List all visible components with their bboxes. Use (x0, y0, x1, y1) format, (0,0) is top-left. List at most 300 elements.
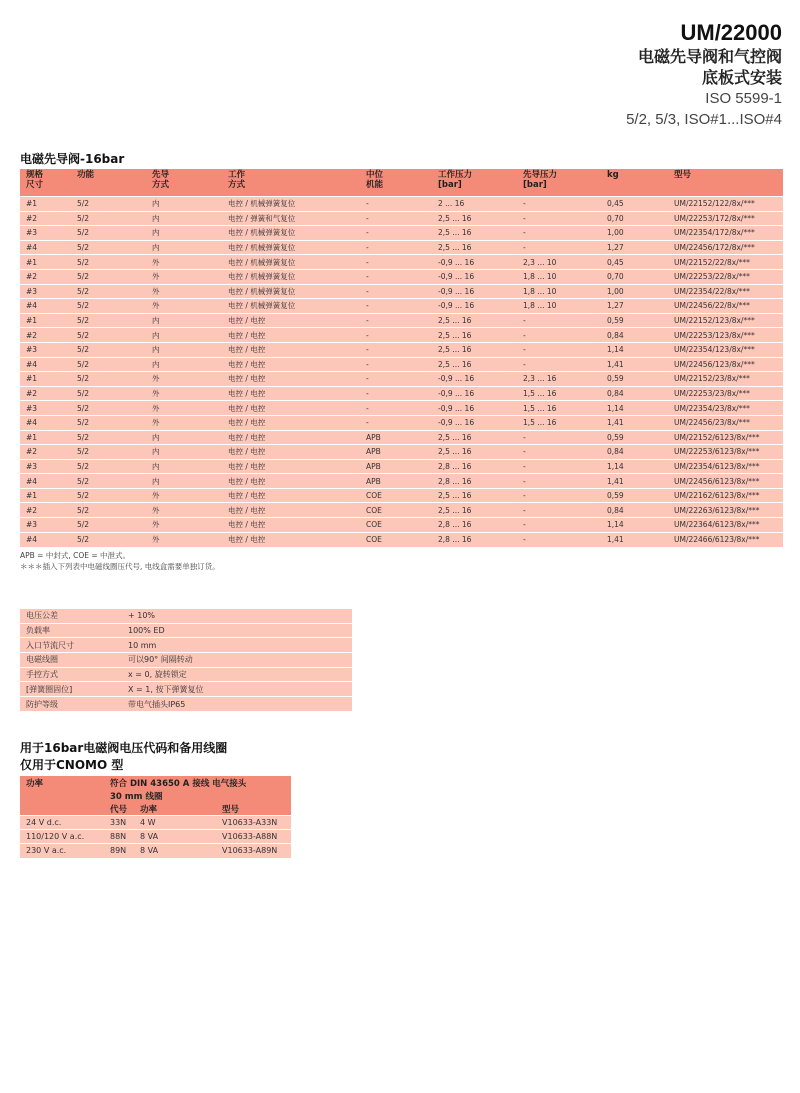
table-cell: - (360, 328, 432, 343)
table-cell: 0,45 (601, 255, 668, 270)
spec-label: 入口节流尺寸 (20, 638, 122, 653)
table-cell: -0,9 ... 16 (432, 401, 517, 416)
table-cell: 外 (146, 488, 222, 503)
valve-table-header-cell (668, 169, 783, 197)
table-cell: - (360, 269, 432, 284)
table-cell: 0,59 (601, 313, 668, 328)
table-cell: 2,8 ... 16 (432, 474, 517, 489)
table-cell: - (517, 488, 601, 503)
table-cell: 5/2 (71, 474, 146, 489)
table-cell: - (517, 313, 601, 328)
page-header (626, 20, 782, 130)
table-cell: 内 (146, 211, 222, 226)
table-cell: 2,5 ... 16 (432, 503, 517, 518)
table-row (20, 532, 783, 547)
table-cell: 2,5 ... 16 (432, 313, 517, 328)
spec-value: 10 mm (122, 638, 352, 653)
table-cell: 5/2 (71, 313, 146, 328)
table-cell: - (360, 226, 432, 241)
table-row (20, 386, 783, 401)
table-cell: #1 (20, 430, 71, 445)
table-cell: #3 (20, 342, 71, 357)
table-cell: - (360, 299, 432, 314)
table-cell: 2 ... 16 (432, 197, 517, 212)
coil-header-row-2 (20, 789, 291, 802)
table-cell: 外 (146, 415, 222, 430)
table-cell: #2 (20, 386, 71, 401)
valve-table-header-cell (222, 169, 360, 197)
table-cell: 电控 / 机械弹簧复位 (222, 269, 360, 284)
table-cell: 5/2 (71, 342, 146, 357)
table-cell: 1,27 (601, 240, 668, 255)
table-cell: 2,5 ... 16 (432, 211, 517, 226)
table-cell: 电控 / 弹簧和气复位 (222, 211, 360, 226)
coil-header-din: 符合 DIN 43650 A 接线 电气接头 (110, 778, 247, 789)
table-cell: 外 (146, 532, 222, 547)
table-cell: 2,8 ... 16 (432, 459, 517, 474)
table-cell: -0,9 ... 16 (432, 284, 517, 299)
table-cell: COE (360, 532, 432, 547)
subtitle-2: 底板式安装 (701, 68, 782, 87)
spec-row (20, 667, 352, 682)
table-cell: APB (360, 474, 432, 489)
table-cell: 5/2 (71, 430, 146, 445)
model-title: UM/22000 (680, 20, 782, 45)
coil-cell: 24 V d.c. (20, 816, 104, 830)
main-section-title: 电磁先导阀-16bar (20, 152, 125, 166)
table-cell: 5/2 (71, 415, 146, 430)
header-line-1: 功能 (77, 170, 95, 180)
table-cell: - (517, 197, 601, 212)
spec-row (20, 609, 352, 624)
table-cell: - (360, 284, 432, 299)
table-cell: #1 (20, 313, 71, 328)
table-cell: - (517, 445, 601, 460)
table-row (20, 445, 783, 460)
table-cell: 外 (146, 503, 222, 518)
table-cell: UM/22253/6123/8x/*** (668, 445, 783, 460)
table-cell: 0,84 (601, 328, 668, 343)
table-cell: #3 (20, 226, 71, 241)
table-cell: 5/2 (71, 226, 146, 241)
table-cell: #4 (20, 532, 71, 547)
table-cell: #2 (20, 503, 71, 518)
table-row (20, 255, 783, 270)
table-cell: 电控 / 电控 (222, 313, 360, 328)
coil-header-row-3 (20, 802, 291, 816)
header-line-1: 规格 (26, 170, 44, 180)
table-row (20, 328, 783, 343)
table-cell: UM/22152/122/8x/*** (668, 197, 783, 212)
table-cell: 1,00 (601, 226, 668, 241)
table-cell: 外 (146, 518, 222, 533)
table-cell: UM/22253/123/8x/*** (668, 328, 783, 343)
table-row (20, 430, 783, 445)
table-cell: 1,5 ... 16 (517, 415, 601, 430)
table-cell: -0,9 ... 16 (432, 299, 517, 314)
table-cell: #4 (20, 474, 71, 489)
table-cell: - (360, 415, 432, 430)
valve-table-header-cell (71, 169, 146, 197)
table-cell: 外 (146, 299, 222, 314)
table-cell: - (360, 357, 432, 372)
table-cell: 1,14 (601, 342, 668, 357)
table-cell: 内 (146, 357, 222, 372)
table-cell: UM/22354/22/8x/*** (668, 284, 783, 299)
table-cell: 5/2 (71, 299, 146, 314)
table-cell: 5/2 (71, 211, 146, 226)
table-cell: #3 (20, 518, 71, 533)
table-row (20, 488, 783, 503)
table-cell: 2,5 ... 16 (432, 226, 517, 241)
valve-table-header-row (20, 169, 783, 197)
table-cell: COE (360, 488, 432, 503)
table-cell: 内 (146, 445, 222, 460)
table-cell: 0,84 (601, 386, 668, 401)
table-cell: - (517, 226, 601, 241)
coil-header-power: 功率 (26, 778, 44, 789)
table-cell: 1,8 ... 10 (517, 269, 601, 284)
coil-section-title-1: 用于16bar电磁阀电压代码和备用线圈 (20, 741, 228, 755)
table-cell: 0,59 (601, 488, 668, 503)
table-cell: 2,8 ... 16 (432, 518, 517, 533)
table-row (20, 459, 783, 474)
coil-cell: 4 W (134, 816, 216, 830)
table-cell: 5/2 (71, 445, 146, 460)
table-cell: UM/22354/172/8x/*** (668, 226, 783, 241)
table-cell: 5/2 (71, 240, 146, 255)
table-cell: - (517, 459, 601, 474)
table-cell: 电控 / 电控 (222, 342, 360, 357)
table-cell: 电控 / 机械弹簧复位 (222, 197, 360, 212)
table-cell: UM/22456/6123/8x/*** (668, 474, 783, 489)
coil-header-empty (20, 789, 104, 802)
table-cell: 2,8 ... 16 (432, 532, 517, 547)
table-cell: - (360, 313, 432, 328)
header-line-1: kg (607, 170, 619, 180)
table-cell: 5/2 (71, 532, 146, 547)
table-cell: UM/22466/6123/8x/*** (668, 532, 783, 547)
table-cell: 外 (146, 386, 222, 401)
table-cell: 2,5 ... 16 (432, 342, 517, 357)
table-cell: 电控 / 电控 (222, 386, 360, 401)
spec-row (20, 682, 352, 697)
table-cell: 1,14 (601, 459, 668, 474)
table-cell: - (360, 211, 432, 226)
table-cell: 电控 / 电控 (222, 503, 360, 518)
table-cell: 1,5 ... 16 (517, 386, 601, 401)
valve-table-header-cell (517, 169, 601, 197)
table-cell: 1,8 ... 10 (517, 284, 601, 299)
table-cell: 1,41 (601, 415, 668, 430)
coil-header-empty-2 (20, 802, 104, 816)
table-cell: 内 (146, 313, 222, 328)
table-row (20, 226, 783, 241)
table-row (20, 342, 783, 357)
table-cell: 1,41 (601, 532, 668, 547)
table-row (20, 284, 783, 299)
table-cell: #2 (20, 269, 71, 284)
table-cell: 电控 / 电控 (222, 328, 360, 343)
valve-table (20, 169, 783, 547)
table-cell: 1,5 ... 16 (517, 401, 601, 416)
table-cell: - (517, 532, 601, 547)
table-row (20, 211, 783, 226)
table-cell: 0,45 (601, 197, 668, 212)
table-cell: UM/22152/6123/8x/*** (668, 430, 783, 445)
table-row (20, 269, 783, 284)
table-cell: 内 (146, 474, 222, 489)
table-cell: 5/2 (71, 372, 146, 387)
spec-value: 可以90° 间隔转动 (122, 653, 352, 668)
table-cell: 5/2 (71, 488, 146, 503)
table-cell: #2 (20, 328, 71, 343)
table-cell: #1 (20, 197, 71, 212)
table-cell: -0,9 ... 16 (432, 269, 517, 284)
table-cell: 内 (146, 459, 222, 474)
table-cell: 2,5 ... 16 (432, 240, 517, 255)
note-line-1: APB = 中封式, COE = 中泄式。 (20, 551, 131, 560)
valve-table-header-cell (360, 169, 432, 197)
valve-table-header-cell (146, 169, 222, 197)
table-cell: 电控 / 电控 (222, 459, 360, 474)
table-cell: - (517, 240, 601, 255)
table-cell: 5/2 (71, 284, 146, 299)
table-row (20, 401, 783, 416)
table-cell: 5/2 (71, 459, 146, 474)
header-line-1: 工作 (228, 170, 246, 180)
table-cell: APB (360, 445, 432, 460)
table-cell: - (360, 386, 432, 401)
table-cell: - (517, 518, 601, 533)
table-cell: 2,3 ... 16 (517, 372, 601, 387)
table-cell: UM/22354/6123/8x/*** (668, 459, 783, 474)
coil-cell: V10633-A88N (216, 830, 291, 844)
table-cell: #4 (20, 415, 71, 430)
table-cell: 电控 / 电控 (222, 532, 360, 547)
table-cell: 5/2 (71, 255, 146, 270)
table-row (20, 372, 783, 387)
header-line-2: 方式 (152, 180, 170, 190)
table-cell: 0,84 (601, 445, 668, 460)
table-row (20, 415, 783, 430)
coil-cell: 110/120 V a.c. (20, 830, 104, 844)
header-line-1: 中位 (366, 170, 384, 180)
table-cell: 2,5 ... 16 (432, 445, 517, 460)
table-cell: 外 (146, 255, 222, 270)
table-row (20, 197, 783, 212)
table-cell: UM/22162/6123/8x/*** (668, 488, 783, 503)
coil-cell: 8 VA (134, 830, 216, 844)
table-row (20, 313, 783, 328)
table-cell: 电控 / 电控 (222, 474, 360, 489)
table-cell: 外 (146, 372, 222, 387)
table-cell: 2,3 ... 10 (517, 255, 601, 270)
table-cell: -0,9 ... 16 (432, 415, 517, 430)
table-cell: 外 (146, 401, 222, 416)
table-row (20, 240, 783, 255)
table-cell: #2 (20, 445, 71, 460)
table-row (20, 474, 783, 489)
table-cell: UM/22456/172/8x/*** (668, 240, 783, 255)
coil-header-power-2: 功率 (140, 804, 158, 815)
table-cell: - (517, 357, 601, 372)
table-row (20, 299, 783, 314)
table-row (20, 518, 783, 533)
table-cell: -0,9 ... 16 (432, 372, 517, 387)
table-cell: APB (360, 459, 432, 474)
table-cell: #3 (20, 284, 71, 299)
header-line-2: 方式 (228, 180, 246, 190)
table-cell: 5/2 (71, 401, 146, 416)
table-cell: 电控 / 机械弹簧复位 (222, 240, 360, 255)
spec-row (20, 638, 352, 653)
table-cell: 内 (146, 226, 222, 241)
coil-cell: 8 VA (134, 844, 216, 858)
table-cell: UM/22263/6123/8x/*** (668, 503, 783, 518)
table-cell: 5/2 (71, 328, 146, 343)
table-cell: UM/22152/23/8x/*** (668, 372, 783, 387)
spec-label: [弹簧圈固位] (20, 682, 122, 697)
table-cell: - (517, 474, 601, 489)
table-cell: 电控 / 机械弹簧复位 (222, 284, 360, 299)
coil-row (20, 816, 291, 830)
table-cell: - (517, 211, 601, 226)
header-line-2: [bar] (523, 180, 547, 190)
table-cell: UM/22253/23/8x/*** (668, 386, 783, 401)
table-cell: 电控 / 电控 (222, 488, 360, 503)
table-cell: - (517, 430, 601, 445)
table-row (20, 503, 783, 518)
note-line-2: ＊＊＊插入下列表中电磁线圈压代号, 电线盒需要单独订货。 (20, 562, 220, 571)
table-cell: #4 (20, 357, 71, 372)
coil-header-coil: 30 mm 线圈 (110, 791, 163, 802)
coil-cell: 230 V a.c. (20, 844, 104, 858)
spec-label: 电磁线圈 (20, 653, 122, 668)
table-cell: - (517, 342, 601, 357)
table-cell: - (360, 240, 432, 255)
table-cell: UM/22253/172/8x/*** (668, 211, 783, 226)
table-cell: 2,5 ... 16 (432, 328, 517, 343)
coil-cell: V10633-A89N (216, 844, 291, 858)
table-cell: #2 (20, 211, 71, 226)
table-cell: #3 (20, 401, 71, 416)
table-cell: 5/2 (71, 269, 146, 284)
table-cell: 电控 / 电控 (222, 518, 360, 533)
table-cell: - (517, 503, 601, 518)
table-cell: 电控 / 电控 (222, 445, 360, 460)
table-cell: 内 (146, 342, 222, 357)
table-cell: 0,70 (601, 211, 668, 226)
spec-row (20, 623, 352, 638)
table-cell: 0,59 (601, 372, 668, 387)
spec-value: 带电气插头IP65 (122, 697, 352, 712)
spec-table (20, 608, 352, 711)
table-row (20, 357, 783, 372)
coil-cell: 89N (104, 844, 134, 858)
spec-label: 手控方式 (20, 667, 122, 682)
header-line-1: 先导 (152, 170, 170, 180)
table-cell: 1,27 (601, 299, 668, 314)
coil-section-title-2: 仅用于CNOMO 型 (20, 758, 124, 772)
table-cell: 1,41 (601, 474, 668, 489)
sizes-label: 5/2, 5/3, ISO#1...ISO#4 (626, 111, 782, 128)
table-cell: -0,9 ... 16 (432, 386, 517, 401)
table-cell: 0,84 (601, 503, 668, 518)
coil-row (20, 830, 291, 844)
table-cell: 5/2 (71, 503, 146, 518)
table-cell: APB (360, 430, 432, 445)
table-cell: UM/22354/23/8x/*** (668, 401, 783, 416)
table-cell: - (517, 328, 601, 343)
spec-label: 防护等级 (20, 697, 122, 712)
table-cell: 2,5 ... 16 (432, 488, 517, 503)
valve-table-header-cell (601, 169, 668, 197)
table-cell: UM/22456/22/8x/*** (668, 299, 783, 314)
table-cell: UM/22364/6123/8x/*** (668, 518, 783, 533)
spec-row (20, 697, 352, 712)
spec-value: + 10% (122, 609, 352, 624)
table-cell: 5/2 (71, 386, 146, 401)
table-cell: 内 (146, 240, 222, 255)
table-cell: - (360, 342, 432, 357)
header-line-2: [bar] (438, 180, 462, 190)
table-cell: 2,5 ... 16 (432, 357, 517, 372)
table-cell: UM/22456/23/8x/*** (668, 415, 783, 430)
table-cell: 电控 / 电控 (222, 357, 360, 372)
table-cell: #1 (20, 255, 71, 270)
table-cell: 电控 / 电控 (222, 430, 360, 445)
coil-header-code: 代号 (110, 804, 128, 815)
table-cell: -0,9 ... 16 (432, 255, 517, 270)
spec-value: x = 0, 旋转锁定 (122, 667, 352, 682)
table-cell: #1 (20, 372, 71, 387)
valve-table-header-cell (20, 169, 71, 197)
coil-header-row-1 (20, 776, 291, 789)
table-cell: 0,59 (601, 430, 668, 445)
subtitle-1: 电磁先导阀和气控阀 (637, 47, 782, 66)
spec-label: 负载率 (20, 623, 122, 638)
table-cell: - (360, 401, 432, 416)
table-cell: 1,14 (601, 401, 668, 416)
header-line-1: 型号 (674, 170, 692, 180)
spec-label: 电压公差 (20, 609, 122, 624)
table-cell: 0,70 (601, 269, 668, 284)
header-line-2: 机能 (366, 180, 384, 190)
table-cell: #3 (20, 459, 71, 474)
table-cell: #1 (20, 488, 71, 503)
valve-table-header-cell (432, 169, 517, 197)
header-line-1: 先导压力 (523, 170, 558, 180)
table-cell: 1,00 (601, 284, 668, 299)
table-cell: 内 (146, 328, 222, 343)
coil-cell: V10633-A33N (216, 816, 291, 830)
header-line-1: 工作压力 (438, 170, 473, 180)
coil-row (20, 844, 291, 858)
header-line-2: 尺寸 (26, 180, 44, 190)
table-cell: 1,14 (601, 518, 668, 533)
table-cell: - (360, 255, 432, 270)
table-cell: 内 (146, 197, 222, 212)
table-cell: UM/22354/123/8x/*** (668, 342, 783, 357)
table-cell: UM/22456/123/8x/*** (668, 357, 783, 372)
standard-label: ISO 5599-1 (705, 90, 782, 107)
table-cell: - (360, 197, 432, 212)
table-cell: 电控 / 电控 (222, 372, 360, 387)
table-cell: - (360, 372, 432, 387)
table-cell: COE (360, 518, 432, 533)
coil-table (20, 776, 291, 858)
